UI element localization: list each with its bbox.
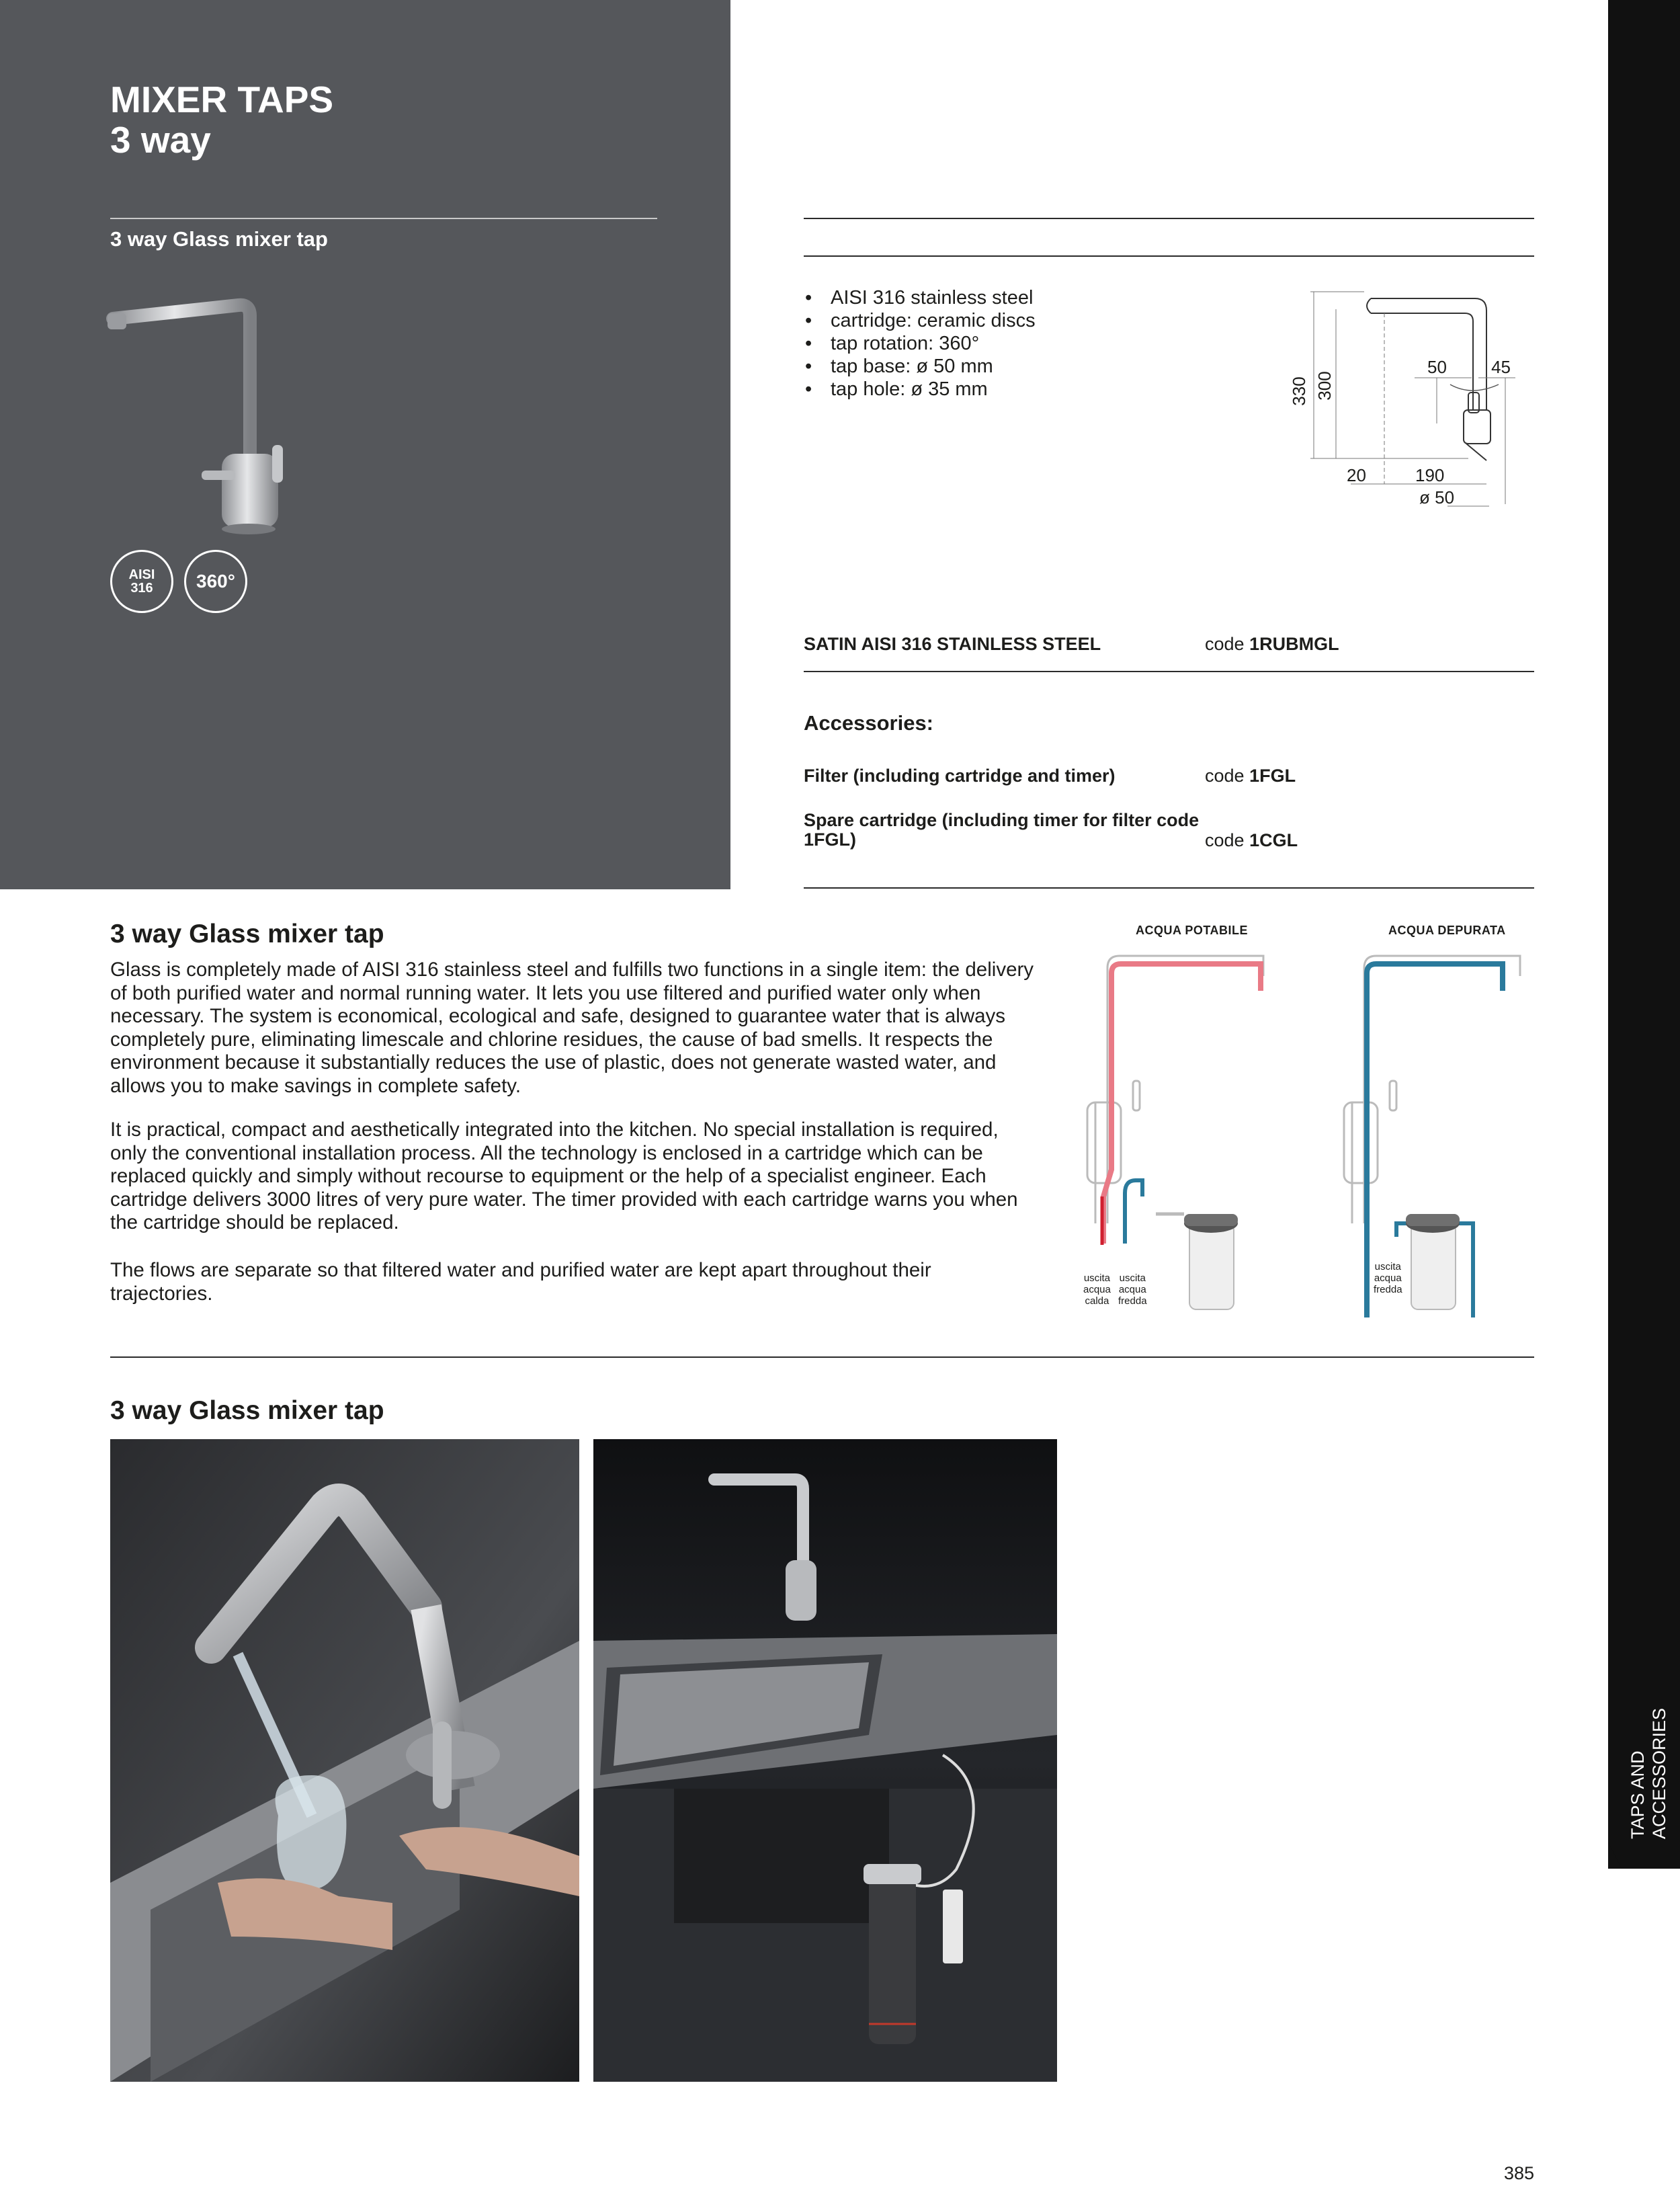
code-label: code — [1205, 766, 1245, 786]
label-line: acqua — [1118, 1284, 1146, 1295]
rotation-360-badge — [184, 550, 247, 613]
side-tab-line1: TAPS AND — [1628, 1750, 1648, 1839]
description-heading: 3 way Glass mixer tap — [110, 920, 384, 948]
side-tab-line2: ACCESSORIES — [1649, 1707, 1669, 1839]
accessory-code-cartridge — [1205, 830, 1298, 851]
label-cold-outlet — [1118, 1272, 1147, 1307]
accessory-name-line1: Spare cartridge (including timer for filter code — [804, 810, 1200, 830]
accessory-name-line2: 1FGL) — [804, 829, 856, 850]
text-line: trajectories. — [110, 1282, 213, 1305]
feature-list — [804, 286, 1036, 401]
text-line: allows you to make savings in complete safety. — [110, 1074, 521, 1097]
accessories-heading: Accessories: — [804, 711, 934, 735]
dim-45: 45 — [1491, 357, 1511, 377]
tap-product-image — [101, 289, 302, 538]
finish-label: SATIN AISI 316 STAINLESS STEEL — [804, 634, 1101, 654]
text-line: necessary. The system is economical, ecological and safe, designed to guarantee water that is always — [110, 1005, 1006, 1028]
rotation-badge-text: 360° — [196, 571, 235, 592]
technical-drawing — [1277, 282, 1519, 511]
page-title: MIXER TAPS — [110, 79, 334, 120]
accessory-name-cartridge — [804, 811, 1199, 850]
product-name: 3 way Glass mixer tap — [110, 227, 328, 251]
diagram-title-purified: ACQUA DEPURATA — [1388, 924, 1506, 937]
purified-flow-diagram — [1337, 941, 1566, 1317]
spec-rule-3 — [804, 671, 1534, 672]
feature-item: • tap rotation: 360° — [804, 332, 1036, 355]
label-line: uscita — [1374, 1261, 1401, 1272]
text-line: of both purified water and normal running water. It lets you use filtered and purified water only when — [110, 981, 981, 1004]
description-paragraph-2 — [110, 1119, 1048, 1235]
code-label: code — [1205, 830, 1245, 850]
feature-item: • tap hole: ø 35 mm — [804, 378, 1036, 401]
aisi-badge-line1: AISI — [128, 567, 155, 582]
page-number: 385 — [1504, 2163, 1535, 2183]
text-line: replaced quickly and simply without recourse to equipment or the help of a specialist engineer. Each — [110, 1165, 986, 1188]
label-line: uscita — [1083, 1272, 1111, 1284]
label-line: acqua — [1083, 1284, 1111, 1295]
text-line: environment because it substantially reduces the use of plastic, does not generate wasted water, and — [110, 1051, 997, 1074]
code-value: 1RUBMGL — [1249, 634, 1339, 654]
spec-rule-2 — [804, 255, 1534, 257]
dim-height-total: 330 — [1289, 376, 1309, 406]
dim-base: ø 50 — [1419, 487, 1455, 508]
accessory-name-filter: Filter (including cartridge and timer) — [804, 766, 1116, 786]
feature-item: • tap base: ø 50 mm — [804, 355, 1036, 378]
description-paragraph-1 — [110, 959, 1048, 1098]
text-line: only the conventional installation process. All the technology is enclosed in a cartridge which can be — [110, 1141, 983, 1164]
dim-reach: 190 — [1415, 465, 1445, 485]
text-line: the cartridge should be replaced. — [110, 1211, 399, 1234]
gallery-heading: 3 way Glass mixer tap — [110, 1396, 384, 1425]
dim-50: 50 — [1427, 357, 1447, 377]
aisi-badge-line2: 316 — [130, 581, 153, 596]
section-divider — [110, 1356, 1534, 1358]
label-purified-outlet — [1374, 1261, 1402, 1295]
side-tab-notch — [1608, 1842, 1680, 1869]
photo-kitchen-installation — [593, 1439, 1057, 2082]
accessory-code-filter — [1205, 766, 1296, 786]
text-line: completely pure, eliminating limescale and chlorine residues, the cause of bad smells. It respects the — [110, 1028, 993, 1051]
page-subtitle: 3 way — [110, 119, 211, 161]
label-hot-outlet — [1083, 1272, 1111, 1307]
diagram-title-potable: ACQUA POTABILE — [1136, 924, 1248, 937]
text-line: cartridge delivers 3000 litres of very pure water. The timer provided with each cartridge warns you when — [110, 1188, 1018, 1211]
panel-divider — [110, 218, 657, 219]
text-line: Glass is completely made of AISI 316 stainless steel and fulfills two functions in a single item: the delivery — [110, 959, 1034, 981]
side-tab-label — [1613, 1707, 1680, 1842]
dim-height-spout: 300 — [1314, 371, 1335, 401]
feature-item: • cartridge: ceramic discs — [804, 309, 1036, 332]
text-line: The flows are separate so that filtered water and purified water are kept apart throughout their — [110, 1259, 931, 1281]
aisi-316-badge — [110, 550, 173, 613]
text-line: It is practical, compact and aesthetically integrated into the kitchen. No special installation is required, — [110, 1119, 999, 1141]
spec-rule-top — [804, 218, 1534, 219]
product-code — [1205, 634, 1339, 655]
code-value: 1FGL — [1249, 766, 1296, 786]
photo-filling-glass — [110, 1439, 579, 2082]
section-side-tab — [1608, 0, 1680, 1869]
label-line: fredda — [1118, 1295, 1147, 1307]
label-line: calda — [1085, 1295, 1109, 1307]
potable-flow-diagram — [1068, 941, 1297, 1317]
label-line: acqua — [1374, 1272, 1402, 1284]
description-paragraph-3 — [110, 1259, 1048, 1305]
spec-rule-4 — [804, 887, 1534, 889]
label-line: uscita — [1119, 1272, 1146, 1284]
code-value: 1CGL — [1249, 830, 1298, 850]
dim-20: 20 — [1347, 465, 1366, 485]
code-label: code — [1205, 634, 1245, 654]
label-line: fredda — [1374, 1284, 1402, 1295]
feature-item: • AISI 316 stainless steel — [804, 286, 1036, 309]
